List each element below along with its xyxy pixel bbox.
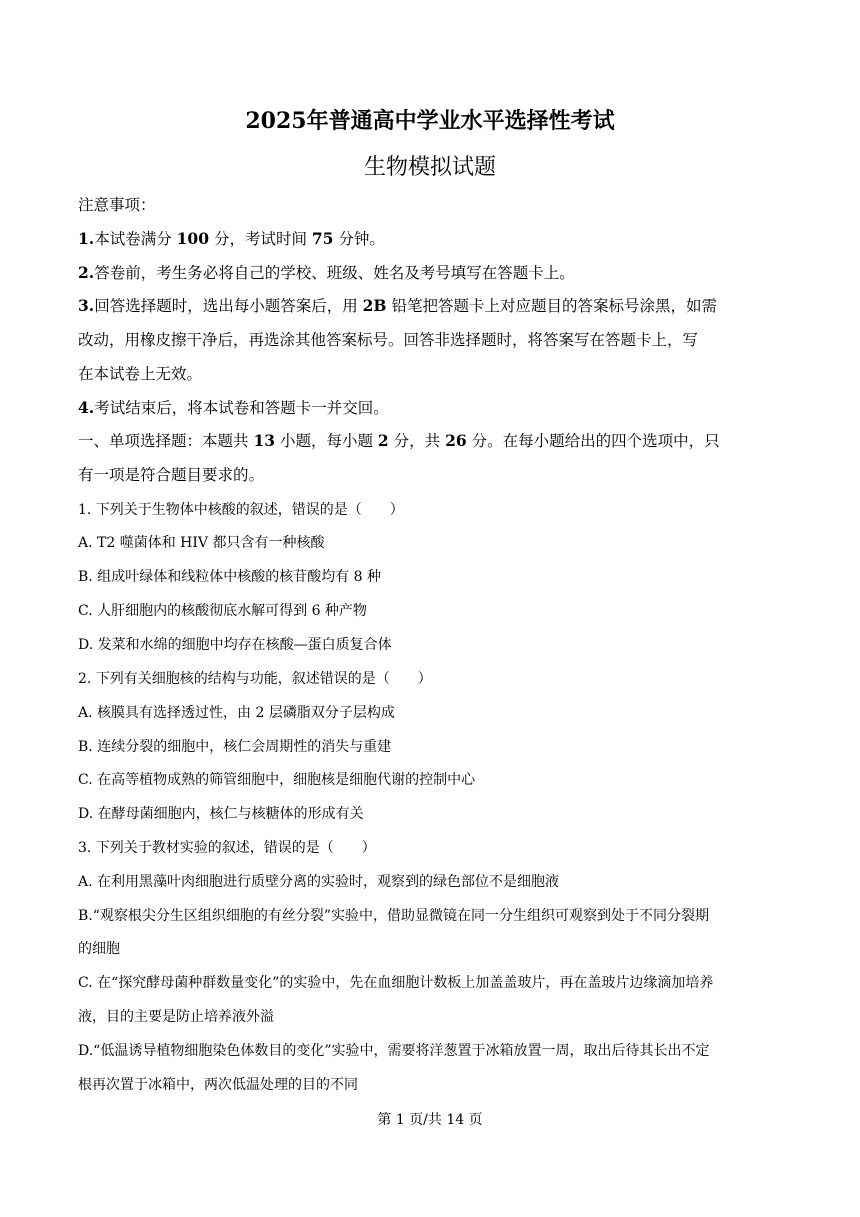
notes-heading: 注意事项： bbox=[78, 196, 156, 214]
section-points: 2 bbox=[377, 431, 389, 450]
question-2-stem: 2. 下列有关细胞核的结构与功能，叙述错误的是（ ） bbox=[78, 671, 432, 687]
question-3-option-b: B.“观察根尖分生区组织细胞的有丝分裂”实验中，借助显微镜在同一分生组织可观察到处于不同分裂期 bbox=[78, 908, 710, 924]
section-heading-cont: 有一项是符合题目要求的。 bbox=[78, 466, 265, 484]
note-4 bbox=[78, 396, 788, 418]
section-heading bbox=[78, 429, 788, 451]
note-4-number: 4. bbox=[78, 398, 95, 417]
note-1-minutes: 75 bbox=[311, 229, 334, 248]
question-3-option-b-cont: 的细胞 bbox=[78, 941, 120, 957]
question-1-option-d: D. 发菜和水绵的细胞中均存在核酸—蛋白质复合体 bbox=[78, 637, 392, 653]
note-2 bbox=[78, 261, 788, 283]
section-total: 26 bbox=[445, 431, 467, 450]
exam-year: 2025 bbox=[245, 108, 307, 134]
question-3-option-c: C. 在“探究酵母菌种群数量变化”的实验中，先在血细胞计数板上加盖盖玻片，再在盖玻片边缘滴加培养 bbox=[78, 975, 714, 991]
exam-title bbox=[0, 104, 860, 135]
section-text: 分，共 bbox=[393, 432, 441, 450]
note-3 bbox=[78, 294, 788, 316]
question-3-option-a: A. 在利用黑藻叶肉细胞进行质壁分离的实验时，观察到的绿色部位不是细胞液 bbox=[78, 874, 560, 890]
note-1-number: 1. bbox=[78, 229, 95, 248]
section-count: 13 bbox=[253, 431, 276, 450]
section-text: 小题，每小题 bbox=[279, 432, 373, 450]
note-1 bbox=[78, 227, 788, 249]
note-3-text: 铅笔把答题卡上对应题目的答案标号涂黑，如需 bbox=[391, 297, 717, 315]
page-number: 第 1 页/共 14 页 bbox=[377, 1112, 483, 1128]
note-3-text: 回答选择题时，选出每小题答案后，用 bbox=[94, 297, 358, 315]
note-2-number: 2. bbox=[78, 263, 95, 282]
question-3-option-d: D.“低温诱导植物细胞染色体数目的变化”实验中，需要将洋葱置于冰箱放置一周，取出后待其长出不定 bbox=[78, 1043, 710, 1059]
exam-title-text: 年普通高中学业水平选择性考试 bbox=[306, 108, 615, 134]
note-3-cont: 在本试卷上无效。 bbox=[78, 365, 203, 383]
question-2-option-c: C. 在高等植物成熟的筛管细胞中，细胞核是细胞代谢的控制中心 bbox=[78, 772, 476, 788]
question-1-option-b: B. 组成叶绿体和线粒体中核酸的核苷酸均有 8 种 bbox=[78, 569, 381, 585]
question-1-stem: 1. 下列关于生物体中核酸的叙述，错误的是（ ） bbox=[78, 502, 404, 518]
section-text: 一、单项选择题：本题共 bbox=[78, 432, 249, 450]
question-3-option-c-cont: 液，目的主要是防止培养液外溢 bbox=[78, 1009, 274, 1025]
note-2-text: 答卷前，考生务必将自己的学校、班级、姓名及考号填写在答题卡上。 bbox=[94, 264, 575, 282]
question-2-option-b: B. 连续分裂的细胞中，核仁会周期性的消失与重建 bbox=[78, 739, 392, 755]
note-3-number: 3. bbox=[78, 296, 95, 315]
note-4-text: 考试结束后，将本试卷和答题卡一并交回。 bbox=[94, 399, 389, 417]
question-3-stem: 3. 下列关于教材实验的叙述，错误的是（ ） bbox=[78, 840, 376, 856]
question-2-option-a: A. 核膜具有选择透过性，由 2 层磷脂双分子层构成 bbox=[78, 705, 395, 721]
note-1-text: 本试卷满分 bbox=[94, 230, 172, 248]
question-3-option-d-cont: 根再次置于冰箱中，两次低温处理的目的不同 bbox=[78, 1077, 358, 1093]
question-1-option-c: C. 人肝细胞内的核酸彻底水解可得到 6 种产物 bbox=[78, 603, 367, 619]
section-text: 分。在每小题给出的四个选项中，只 bbox=[471, 432, 720, 450]
note-3-pencil: 2B bbox=[362, 296, 387, 315]
exam-subtitle: 生物模拟试题 bbox=[363, 155, 496, 180]
note-1-text: 分钟。 bbox=[338, 230, 385, 248]
question-2-option-d: D. 在酵母菌细胞内，核仁与核糖体的形成有关 bbox=[78, 806, 364, 822]
note-3-cont: 改动，用橡皮擦干净后，再选涂其他答案标号。回答非选择题时，将答案写在答题卡上，写 bbox=[78, 331, 699, 349]
note-1-score: 100 bbox=[176, 229, 209, 248]
note-1-text: 分，考试时间 bbox=[213, 230, 307, 248]
question-1-option-a: A. T2 噬菌体和 HIV 都只含有一种核酸 bbox=[78, 535, 325, 551]
